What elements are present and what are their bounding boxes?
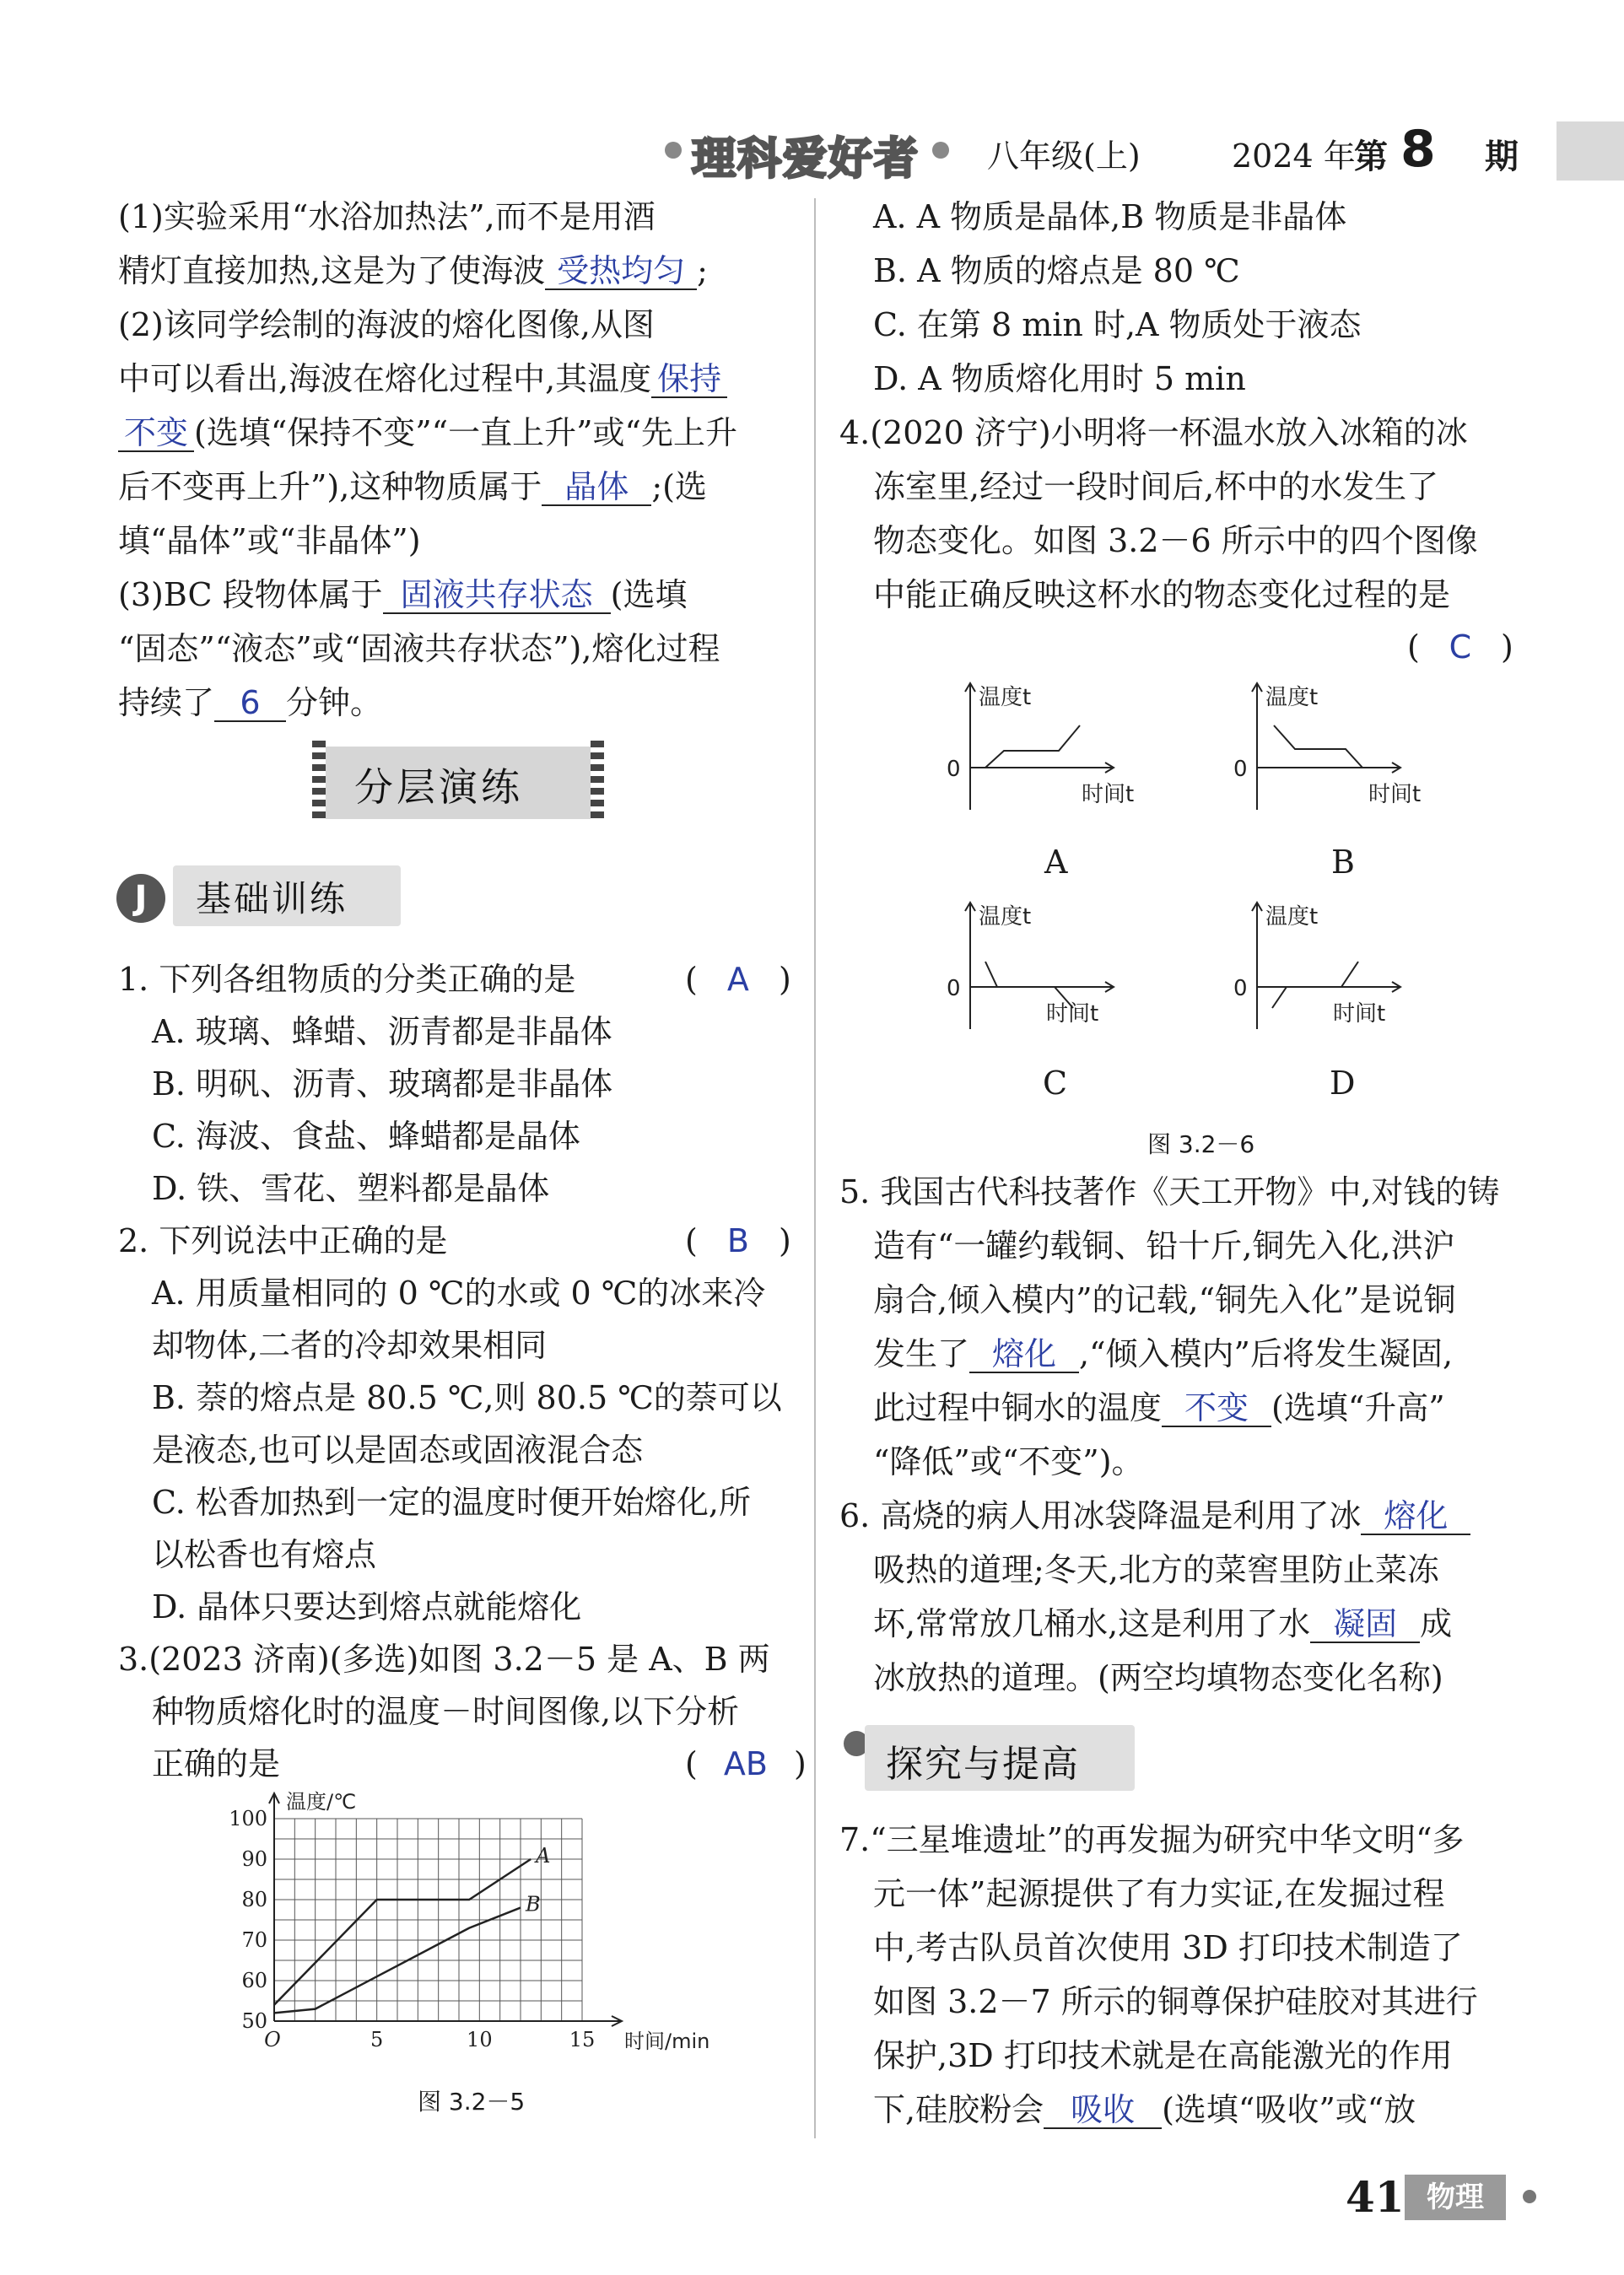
section-title: 分层演练 [354, 764, 523, 810]
q7-line-4: 如图 3.2－7 所示的铜尊保护硅胶对其进行 [873, 1983, 1478, 2020]
q5-line-6: “降低”或“不变”)。 [873, 1443, 1144, 1480]
q-prev-p1-line1: (1)实验采用“水浴加热法”,而不是用酒 [118, 198, 656, 235]
figure-3-2-5-chart [219, 1787, 726, 2124]
sub-section-letter-icon: J [116, 874, 165, 923]
q1-option-d: D. 铁、雪花、塑料都是晶体 [152, 1170, 550, 1207]
graph-panel-c [928, 894, 1181, 1054]
q-prev-p2-line5: 填“晶体”或“非晶体”) [118, 522, 421, 559]
q2-stem: 2. 下列说法中正确的是 [118, 1222, 448, 1259]
curve-a [985, 725, 1080, 768]
figure-3-2-6-caption: 图 3.2－6 [1147, 1130, 1255, 1158]
q3-stem-2: 种物质熔化时的温度－时间图像,以下分析 [152, 1693, 740, 1730]
q4-line-1: 4.(2020 济宁)小明将一杯温水放入冰箱的冰 [839, 414, 1468, 451]
footer-dot-icon [1523, 2190, 1536, 2203]
banner-corner-left-icon [312, 741, 326, 823]
panel-a-label: A [1044, 844, 1068, 881]
q-prev-p3-line1: (3)BC 段物体属于 固液共存状态 (选填 [118, 576, 688, 613]
q-prev-p3-line2: “固态”“液态”或“固液共存状态”),熔化过程 [118, 630, 720, 667]
svg-text:温度t: 温度t [979, 685, 1032, 710]
q4-answer: ( C ) [1407, 628, 1513, 666]
svg-text:0: 0 [1233, 976, 1248, 1001]
series-label-a: A [536, 1844, 551, 1868]
svg-text:时间t: 时间t [1368, 782, 1422, 807]
page-header [650, 118, 1624, 186]
x-tick-label: O [264, 2028, 281, 2051]
y-axis-label: 温度/℃ [286, 1790, 357, 1814]
y-tick-label: 90 [241, 1847, 267, 1871]
q1-option-c: C. 海波、食盐、蜂蜡都是晶体 [152, 1118, 580, 1155]
svg-text:温度t: 温度t [1265, 685, 1319, 710]
svg-text:温度t: 温度t [979, 904, 1032, 930]
x-axis-label: 时间/min [624, 2030, 710, 2053]
subject-tag: 物理 [1405, 2175, 1506, 2220]
q1-option-b: B. 明矾、沥青、玻璃都是非晶体 [152, 1065, 613, 1102]
grade-label: 八年级(上) [987, 137, 1141, 175]
header-ornament-right-icon [932, 142, 949, 159]
answer-q6-1: 熔化 [1384, 1497, 1449, 1534]
q7-line-1: 7.“三星堆遗址”的再发掘为研究中华文明“多 [839, 1821, 1465, 1858]
q5-line-2: 造有“一罐约载铜、铅十斤,铜先入化,洪沪 [873, 1227, 1455, 1264]
q4-line-4: 中能正确反映这杯水的物态变化过程的是 [873, 576, 1451, 613]
header-tab [1557, 121, 1624, 181]
q7-line-3: 中,考古队员首次使用 3D 打印技术制造了 [873, 1929, 1463, 1966]
svg-text:时间t: 时间t [1046, 1001, 1099, 1027]
q2-line-2: 却物体,二者的冷却效果相同 [152, 1327, 548, 1364]
panel-c-label: C [1043, 1065, 1068, 1102]
q2-line-1: A. 用质量相同的 0 ℃的水或 0 ℃的冰来冷 [152, 1275, 766, 1312]
q6-line-2: 吸热的道理;冬天,北方的菜窖里防止菜冻 [873, 1551, 1439, 1588]
q-prev-p2-line2: 中可以看出,海波在熔化过程中,其温度 保持 [118, 353, 727, 405]
q6-line-1: 6. 高烧的病人用冰袋降温是利用了冰 熔化 [839, 1490, 1470, 1542]
q1-answer: ( A ) [685, 961, 791, 998]
q7-line-6: 下,硅胶粉会 吸收 (选填“吸收”或“放 [873, 2091, 1416, 2128]
q2-line-3: B. 萘的熔点是 80.5 ℃,则 80.5 ℃的萘可以 [152, 1379, 782, 1416]
q1-option-a: A. 玻璃、蜂蜡、沥青都是非晶体 [152, 1013, 612, 1050]
svg-text:0: 0 [1233, 757, 1248, 782]
column-divider [814, 198, 816, 2138]
q3-stem-1: 3.(2023 济南)(多选)如图 3.2－5 是 A、B 两 [118, 1641, 770, 1678]
sub-section-title: 基础训练 [196, 878, 348, 919]
q7-line-2: 元一体”起源提供了有力实证,在发掘过程 [873, 1875, 1445, 1912]
series-line-a [274, 1859, 531, 2005]
graph-panel-b [1215, 675, 1468, 835]
answer-q5-2: 不变 [1184, 1389, 1249, 1426]
answer-2a: 保持 [657, 360, 722, 397]
y-tick-label: 50 [241, 2009, 267, 2033]
q1-stem: 1. 下列各组物质的分类正确的是 [118, 961, 576, 998]
x-tick-label: 15 [569, 2028, 596, 2051]
q-prev-p2-line3: 不变 (选填“保持不变”“一直上升”或“先上升 [118, 407, 737, 459]
q6-line-3: 坏,常常放几桶水,这是利用了水 凝固 成 [873, 1605, 1453, 1642]
answer-q7: 吸收 [1071, 2091, 1136, 2128]
q3-answer: ( AB ) [685, 1745, 807, 1782]
q5-line-5: 此过程中铜水的温度 不变 (选填“升高” [873, 1389, 1445, 1426]
q5-line-1: 5. 我国古代科技著作《天工开物》中,对钱的铸 [839, 1173, 1500, 1210]
q2-line-4: 是液态,也可以是固态或固液混合态 [152, 1431, 644, 1469]
x-tick-label: 10 [467, 2028, 493, 2051]
header-ornament-left-icon [665, 142, 682, 159]
figure-3-2-6 [928, 675, 1502, 1113]
svg-text:0: 0 [947, 976, 961, 1001]
svg-text:0: 0 [947, 757, 961, 782]
svg-text:时间t: 时间t [1082, 782, 1135, 807]
q-prev-p3-line3: 持续了 6 分钟。 [118, 684, 383, 721]
q-prev-p2-line1: (2)该同学绘制的海波的熔化图像,从图 [118, 306, 655, 343]
q3-stem-3: 正确的是 [152, 1745, 281, 1782]
issue-number: 8 [1400, 120, 1436, 179]
svg-text:温度t: 温度t [1265, 904, 1319, 930]
answer-q5-1: 熔化 [992, 1335, 1057, 1372]
q4-line-2: 冻室里,经过一段时间后,杯中的水发生了 [873, 468, 1439, 505]
y-tick-label: 60 [241, 1969, 267, 1992]
y-tick-label: 70 [241, 1928, 267, 1952]
q4-line-3: 物态变化。如图 3.2－6 所示中的四个图像 [873, 522, 1478, 559]
q5-line-3: 扇合,倾入模内”的记载,“铜先入化”是说铜 [873, 1281, 1456, 1318]
q3-option-b: B. A 物质的熔点是 80 ℃ [873, 252, 1240, 289]
issue-prefix: 第 [1354, 137, 1388, 176]
q2-line-6: 以松香也有熔点 [152, 1536, 377, 1573]
answer-3: 晶体 [564, 468, 629, 505]
q3-option-c: C. 在第 8 min 时,A 物质处于液态 [873, 306, 1362, 343]
q-prev-p1-line2: 精灯直接加热,这是为了使海波 受热均匀 ; [118, 252, 708, 289]
q3-option-a: A. A 物质是晶体,B 物质是非晶体 [873, 198, 1347, 235]
year-label: 2024 年 [1232, 137, 1356, 175]
answer-5: 6 [240, 684, 261, 721]
q2-answer: ( B ) [685, 1222, 791, 1259]
x-tick-label: 5 [370, 2028, 384, 2051]
banner-corner-right-icon [591, 741, 604, 823]
y-tick-label: 100 [229, 1807, 267, 1830]
section2-title: 探究与提高 [886, 1743, 1080, 1786]
q6-line-4: 冰放热的道理。(两空均填物态变化名称) [873, 1659, 1443, 1696]
curve-b [1274, 725, 1362, 768]
figure-3-2-5-caption: 图 3.2－5 [418, 2088, 526, 2116]
magazine-brand: 理科爱好者 [692, 134, 920, 185]
q3-option-d: D. A 物质熔化用时 5 min [873, 360, 1246, 397]
series-label-b: B [526, 1892, 541, 1916]
q2-line-7: D. 晶体只要达到熔点就能熔化 [152, 1588, 582, 1625]
answer-2b: 不变 [123, 414, 188, 451]
answer-1: 受热均匀 [557, 252, 686, 289]
page-number: 41 [1346, 2172, 1405, 2222]
panel-d-label: D [1330, 1065, 1356, 1102]
graph-panel-a [928, 675, 1181, 835]
issue-suffix: 期 [1485, 137, 1519, 176]
answer-4: 固液共存状态 [400, 576, 593, 613]
q5-line-4: 发生了 熔化 ,“倾入模内”后将发生凝固, [873, 1335, 1454, 1372]
q7-line-5: 保护,3D 打印技术就是在高能激光的作用 [873, 2037, 1453, 2074]
q-prev-p2-line4: 后不变再上升”),这种物质属于 晶体 ;(选 [118, 468, 707, 505]
y-tick-label: 80 [241, 1888, 267, 1911]
panel-b-label: B [1331, 844, 1355, 881]
q2-line-5: C. 松香加热到一定的温度时便开始熔化,所 [152, 1484, 751, 1521]
answer-q6-2: 凝固 [1333, 1605, 1398, 1642]
graph-panel-d [1215, 894, 1468, 1054]
svg-text:时间t: 时间t [1333, 1001, 1386, 1027]
